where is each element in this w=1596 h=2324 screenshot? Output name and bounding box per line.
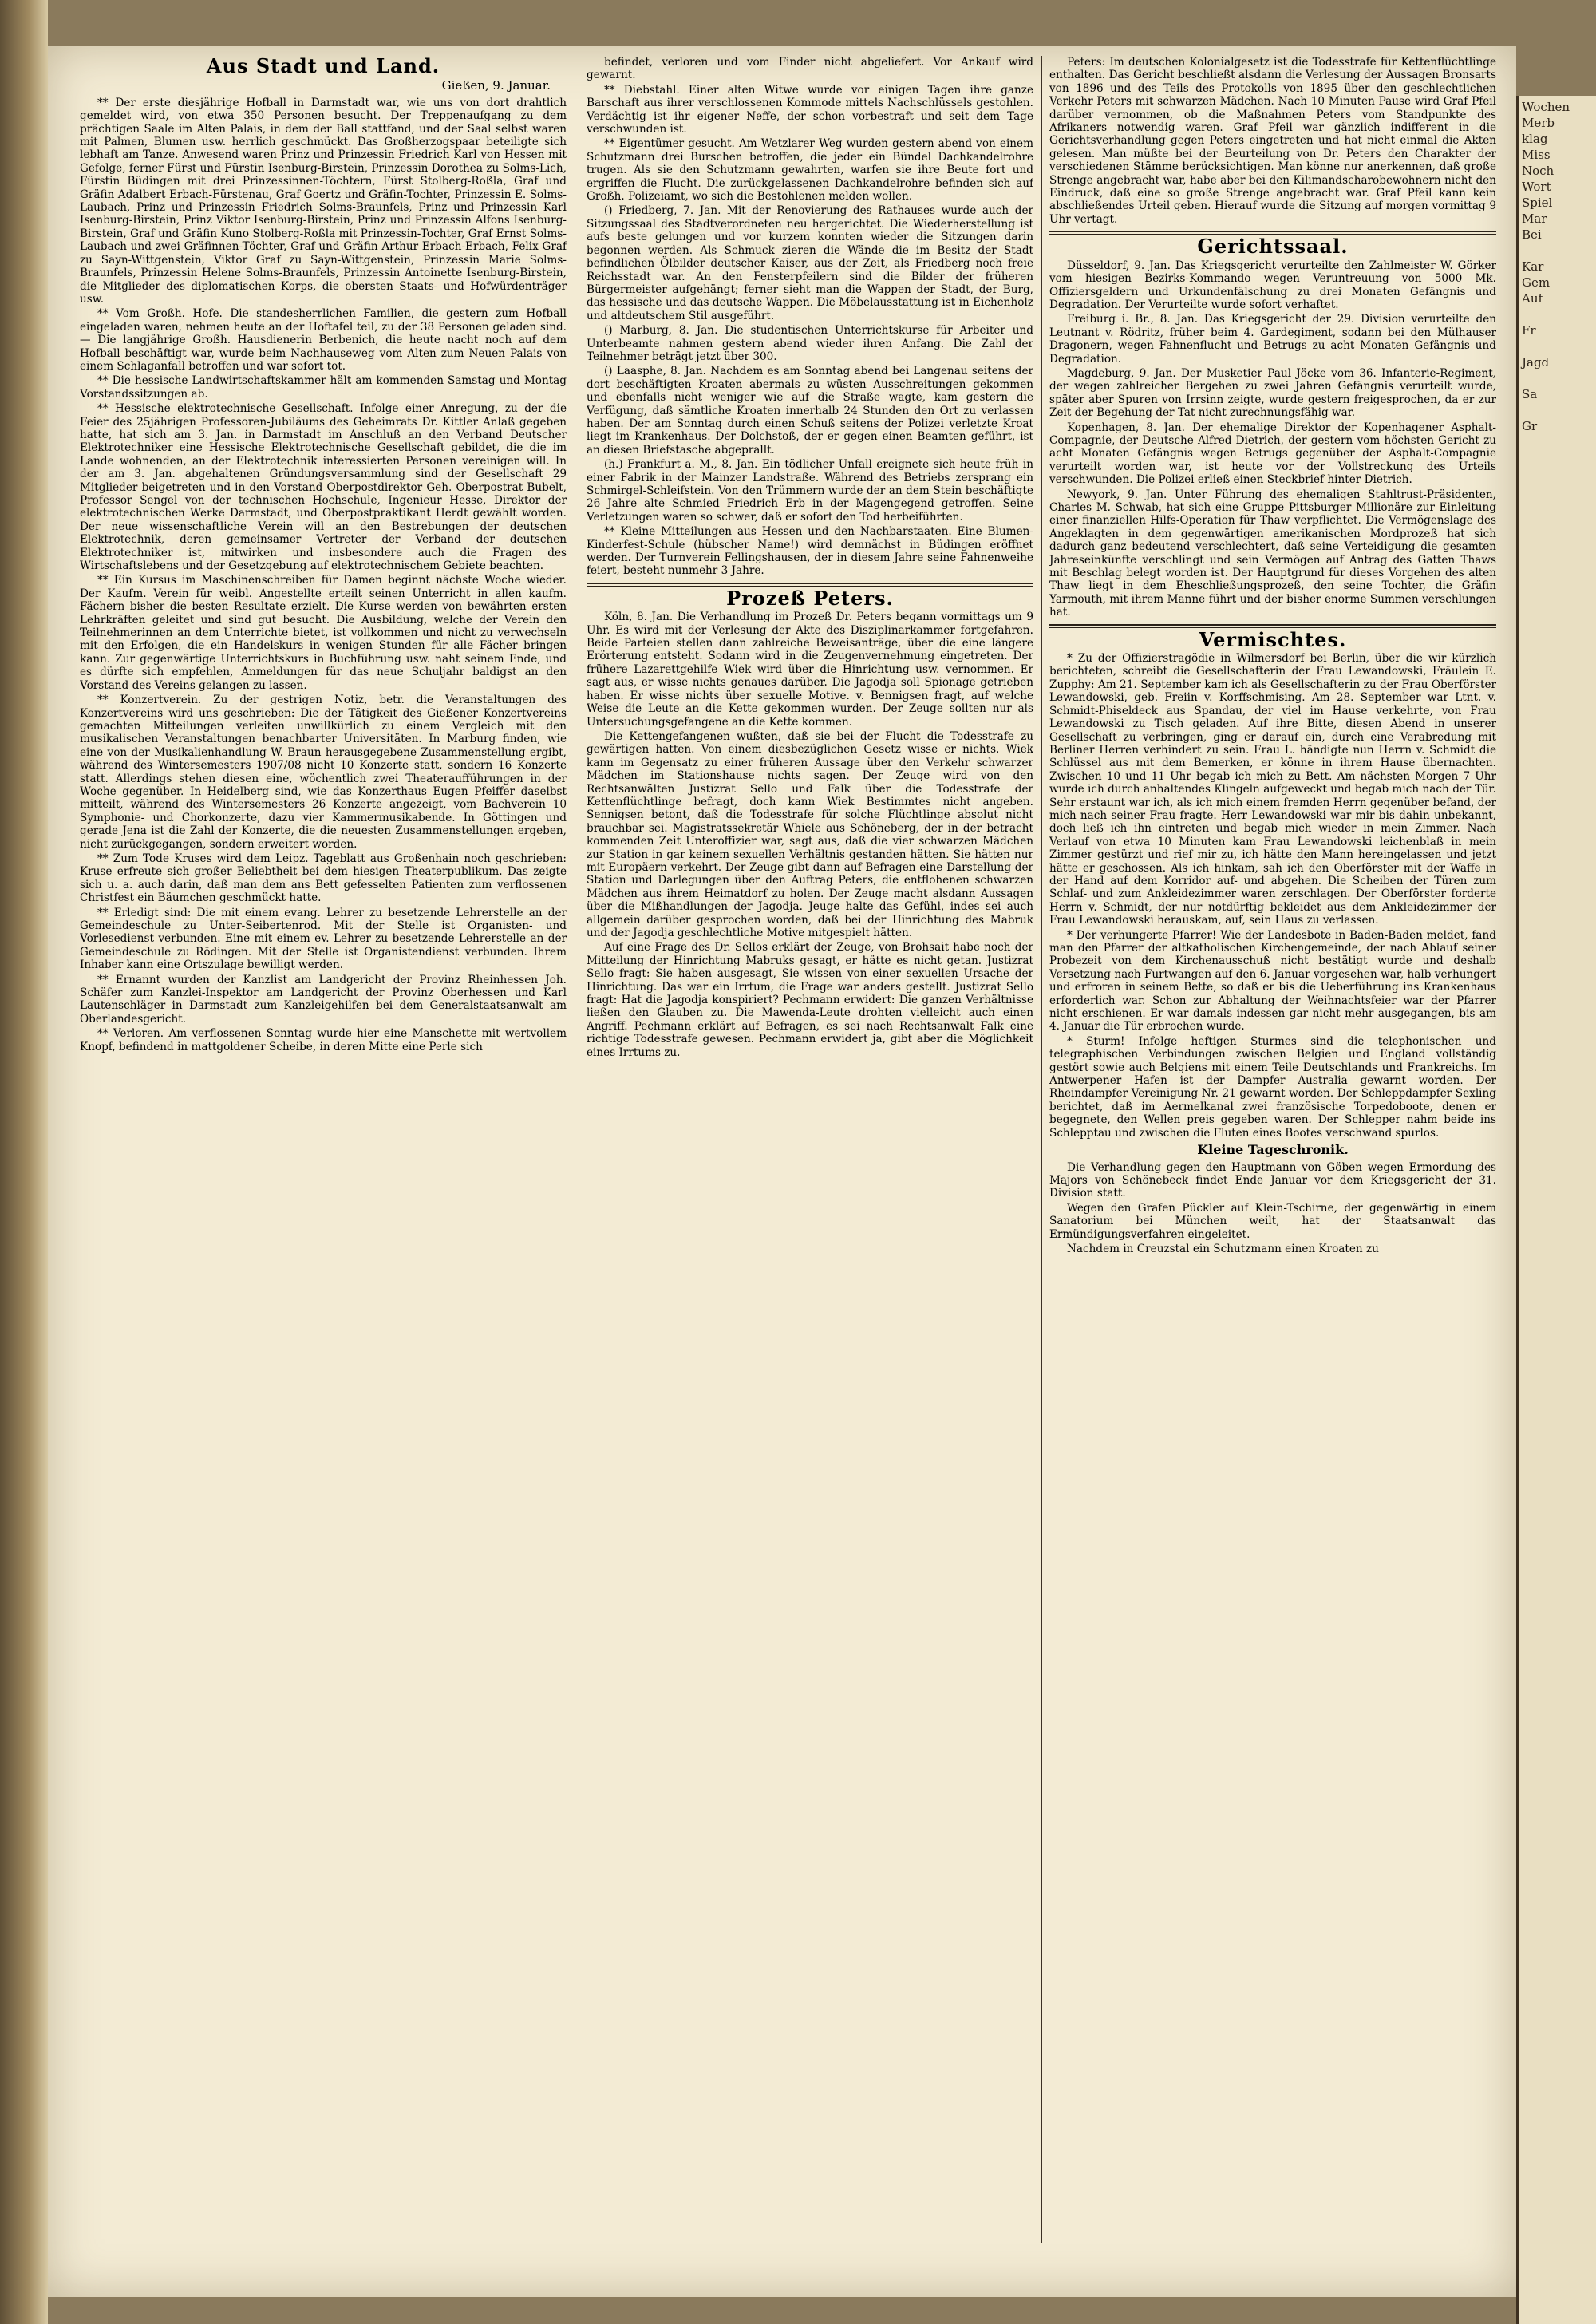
article-paragraph: Freiburg i. Br., 8. Jan. Das Kriegsgericht der 29. Division verurteilte den Leutnant v. Rödritz, früher beim 4. Gardegiment, sodann bei den Mülhauser Dragonern, wegen Fahnenflucht und Betrugs zu acht Monaten Gefängnis und Degradation. [1049,313,1496,366]
article-paragraph: ** Die hessische Landwirtschaftskammer hält am kommenden Samstag und Montag Vorstandssitzungen ab. [80,374,567,401]
article-paragraph: * Sturm! Infolge heftigen Sturmes sind die telephonischen und telegraphischen Verbindungen zwischen Belgien und England vollständig gestört sowie auch Belgiens mit einem Teile Deutschlands und Frankreichs. Im Antwerpener Hafen ist der Dampfer Australia gewarnt worden. Der Rheindampfer Vereinigung Nr. 21 gewarnt worden. Der Schleppdampfer Sexling berichtet, daß im Aermelkanal zwei französische Torpedoboote, denen er begegnete, den Wellen preis gegeben waren. Der Schlepper nahm beide ins Schlepptau und zwischen die Fluten eines Bootes verschwand spurlos. [1049,1034,1496,1140]
article-paragraph: () Laasphe, 8. Jan. Nachdem es am Sonntag abend bei Langenau seitens der dort beschäftigten Kroaten abermals zu wüsten Ausschreitungen gekommen und ebenfalls nicht weniger wie auf die Straße wagte, kam gestern die Verfügung, daß sämtliche Kroaten innerhalb 24 Stunden den Ort zu verlassen haben. Der am Sonntag durch einen Schuß seitens der Polizei verletzte Kroat liegt im Krankenhaus. Der Dolchstoß, der er gegen einen Beamten geführt, ist an diesen Briefstasche abgeprallt. [587,365,1033,457]
kleine-tageschronik-body [1049,1161,1496,1256]
article-paragraph: ** Verloren. Am verflossenen Sonntag wurde hier eine Manschette mit wertvollem Knopf, befindend in mattgoldener Scheibe, in deren Mitte eine Perle sich [80,1027,567,1053]
article-paragraph: Wegen den Grafen Pückler auf Klein-Tschirne, der gegenwärtig in einem Sanatorium bei München weilt, hat der Staatsanwalt das Ermündigungsverfahren eingeleitet. [1049,1201,1496,1241]
article-paragraph: ** Eigentümer gesucht. Am Wetzlarer Weg wurden gestern abend von einem Schutzmann drei Burschen betroffen, die jeder ein Bündel Dachkandelrohre trugen. Als sie den Schutzmann gewahrten, warfen sie ihre Beute fort und ergriffen die Flucht. Die zurückgelassenen Dachkandelrohre befinden sich auf Großh. Polizeiamt, wo sich die Bestohlenen melden wollen. [587,137,1033,204]
article-paragraph: ** Konzertverein. Zu der gestrigen Notiz, betr. die Veranstaltungen des Konzertvereins wird uns geschrieben: Die der Tätigkeit des Gießener Konzertvereins gemachten Mitteilungen verleiten unwillkürlich zu einem Vergleich mit den musikalischen Veranstaltungen benachbarter Universitäten. In Marburg finden, wie eine von der Musikalienhandlung W. Braun herausgegebene Zusammenstellung ergibt, während des Wintersemesters 1907/08 nicht 10 Konzerte statt, sondern 16 Konzerte statt. Allerdings stehen diesen eine, wöchentlich zwei Theateraufführungen in der Woche gegenüber. In Heidelberg sind, wie das Konzerthaus Eugen Pfeiffer daselbst mitteilt, während des Wintersemesters 26 Konzerte angezeigt, vom Bachverein 10 Symphonie- und Chorkonzerte, dazu vier Kammermusikabende. In Göttingen und gerade Jena ist die Zahl der Konzerte, die die neuesten Zusammenstellungen ergeben, nicht zurückgegangen, sondern erweitert worden. [80,694,567,851]
article-paragraph: ** Vom Großh. Hofe. Die standesherrlichen Familien, die gestern zum Hofball eingeladen waren, nehmen heute an der Hoftafel teil, zu der 38 Personen geladen sind. — Die langjährige Großh. Hausdienerin Berbenich, die heute nacht noch auf dem Hofball beschäftigt war, wurde beim Nachhauseweg vom Alten zum Neuen Palais von einem Schlaganfall betroffen und war sofort tot. [80,307,567,373]
section-divider [1049,624,1496,628]
column-3-body [1049,56,1496,226]
article-paragraph: Die Verhandlung gegen den Hauptmann von Göben wegen Ermordung des Majors von Schönebeck findet Ende Januar vor dem Kriegsgericht der 31. Division statt. [1049,1160,1496,1200]
article-paragraph: * Der verhungerte Pfarrer! Wie der Landesbote in Baden-Baden meldet, fand man den Pfarrer der altkatholischen Kirchengemeinde, der nach Ablauf seiner Probezeit von dem Kirchenausschuß nicht bestätigt wurde und deshalb Versetzung nach Furtwangen auf den 6. Januar vorgesehen war, halb verhungert und erfroren in seinem Bette, so daß er bis die Ueberführung ins Krankenhaus erforderlich war. Schon zur Abhaltung der Weihnachtsfeier war der Pfarrer nicht erschienen. Er war damals indessen gar nicht mehr ausgegangen, bis am 4. Januar die Tür erbrochen wurde. [1049,928,1496,1034]
column-2-body [587,56,1033,578]
article-paragraph: ** Diebstahl. Einer alten Witwe wurde vor einigen Tagen ihre ganze Barschaft aus ihrer verschlossenen Kommode mittels Nachschlüssels gestohlen. Verdächtig ist ihr eigener Neffe, der schon vorbestraft und seit dem Tage verschwunden ist. [587,83,1033,136]
section-heading-vermischtes: Vermischtes. [1199,627,1347,651]
article-paragraph: ** Zum Tode Kruses wird dem Leipz. Tageblatt aus Großenhain noch geschrieben: Kruse erfreute sich großer Beliebtheit bei dem hiesigen Theaterpublikum. Das zeigte sich u. a. auch darin, daß man dem ans Bett gefesselten Patienten zum verflossenen Christfest ein Bäumchen geschmückt hatte. [80,852,567,905]
article-paragraph: * Zu der Offizierstragödie in Wilmersdorf bei Berlin, über die wir kürzlich berichteten, schreibt die Gesellschafterin der Frau Lewandowski, Fräulein E. Zupphy: Am 21. September kam ich als Gesellschafterin zu der Frau Oberförster Lewandowski, geb. Freiin v. Korffschmising. Am 28. September war Ltnt. v. Schmidt-Phiseldeck aus Spandau, der viel im Hause verkehrte, von Frau Lewandowski zu Tisch geladen. Auf ihre Bitte, diesen Abend in unserer Gesellschaft zu verbringen, ging er darauf ein, durch eine Verabredung mit Berliner Herren verhindert zu sein. Frau L. händigte nun Herrn v. Schmidt die Schlüssel aus mit dem Bemerken, er könne in ihrem Hause übernachten. Zwischen 10 und 11 Uhr begab ich mich zu Bett. Am nächsten Morgen 7 Uhr wurde ich durch anhaltendes Klingeln aufgeweckt und begab mich nach der Tür. Sehr erstaunt war ich, als ich mich einem fremden Herrn gegenüber befand, der mich nach seiner Frau fragte. Herr Lewandowski war mir bis dahin unbekannt, doch ließ ich ihn eintreten und begab mich wieder in mein Zimmer. Nach Verlauf von etwa 10 Minuten kam Frau Lewandowski leichenblaß in mein Zimmer gestürzt und rief mir zu, ich hätte den Mann hereingelassen und jetzt hätte er geschossen. Als ich hinkam, sah ich den Oberförster mit der Waffe in der Hand auf dem Korridor auf- und abgehen. Die Scheiben der Türen zum Schlaf- und zum Ankleidezimmer waren zerschlagen. Der Oberförster forderte Herrn v. Schmidt, der nur notdürftig bekleidet aus dem Ankleidezimmer der Frau Lewandowski herauskam, auf, sein Haus zu verlassen. [1049,652,1496,927]
article-paragraph: Magdeburg, 9. Jan. Der Musketier Paul Jöcke vom 36. Infanterie-Regiment, der wegen zahlreicher Bergehen zu zwei Jahren Gefängnis verurteilt wurde, später aber Spuren von Irrsinn zeigte, wurde gestern freigesprochen, da er zur Zeit der Begehung der Tat nicht zurechnungsfähig war. [1049,366,1496,420]
book-binding [0,0,48,2324]
section-heading-stadt-land: Aus Stadt und Land. [206,56,440,77]
section-heading-gerichtssaal: Gerichtssaal. [1197,235,1349,259]
article-paragraph: Auf eine Frage des Dr. Sellos erklärt der Zeuge, von Brohsait habe noch der Mitteilung der Hinrichtung Mabruks gesagt, er hätte es nicht getan. Justizrat Sello fragt: Sie haben ausgesagt, Sie wissen von einer sexuellen Ursache der Hinrichtung. Das war ein Irrtum, die Frage war anders gestellt. Justizrat Sello fragt: Hat die Jagodja konspiriert? Pechmann erwidert: Die ganzen Verhältnisse ließen den Glauben zu. Die Mawenda-Leute drohten vielleicht auch einen Angriff. Pechmann erklärt auf Befragen, es sei nach Rechtsanwalt Falk eine richtige Todesstrafe gewesen. Pechmann erwidert ja, gibt aber die Möglichkeit eines Irrtums zu. [587,941,1033,1059]
article-paragraph: ** Erledigt sind: Die mit einem evang. Lehrer zu besetzende Lehrerstelle an der Gemeindeschule zu Unter-Seibertenrod. Mit der Stelle ist Organisten- und Vorlesedienst verbunden. Eine mit einem ev. Lehrer zu besetzende Lehrerstelle an der Gemeindeschule zu Rödingen. Mit der Stelle ist Organistendienst verbunden. Ihrem Inhaber kann eine Ortszulage bewilligt werden. [80,906,567,972]
article-paragraph: (h.) Frankfurt a. M., 8. Jan. Ein tödlicher Unfall ereignete sich heute früh in einer Fabrik in der Mainzer Landstraße. Während des Betriebs zersprang ein Schmirgel-Schleifstein. Von den Trümmern wurde der an dem Stein beschäftigte 26 Jahre alte Schmied Friedrich Erb in der Magengegend getroffen. Seine Verletzungen waren so schwer, daß er sofort den Tod herbeiführten. [587,458,1033,524]
section-heading-prozess-peters: Prozeß Peters. [726,586,894,610]
adjacent-page-text: Wochen Merb klag Miss Noch Wort Spiel Mar Bei Kar Gem Auf Fr Jagd Sa Gr [1522,100,1570,433]
dateline: Gießen, 9. Januar. [441,78,551,93]
article-paragraph: Peters: Im deutschen Kolonialgesetz ist die Todesstrafe für Kettenflüchtlinge enthalten. Das Gericht beschließt alsdann die Verlesung der Aussagen Bronsarts von 1896 und des Teils des Protokolls von 1895 über den geschlechtlichen Verkehr Peters mit schwarzen Mädchen. Nach 10 Minuten Pause wird Graf Pfeil darüber vernommen, ob die Maßnahmen Peters vom Standpunkte des Afrikaners notwendig waren. Graf Pfeil war gänzlich indifferent in die Gerichtsverhandlung gegen Peters eingetreten und hat nicht einmal die Akten gelesen. Man müßte bei der Beurteilung von Dr. Peters den Charakter der verschiedenen Stämme berücksichtigen. Man könne nur anerkennen, daß große Strenge angebracht war, habe aber bei den Kilimandscharobewohnern nicht den Eindruck, daß eine so große Strenge angebracht war. Graf Pfeil kann kein abschließendes Urteil geben. Hierauf wurde die Sitzung auf morgen vormittag 9 Uhr vertagt. [1049,56,1496,226]
article-paragraph: Köln, 8. Jan. Die Verhandlung im Prozeß Dr. Peters begann vormittags um 9 Uhr. Es wird mit der Verlesung der Akte des Disziplinarkammer fortgefahren. Beide Parteien stellen dann zahlreiche Beweisanträge, über die eine längere Erörterung entsteht. Sodann wird in die Zeugenvernehmung eingetreten. Der frühere Lazarettgehilfe Wiek wird über die Hinrichtung usw. vernommen. Er sagt aus, er wisse nichts genaues darüber. Die Jagodja soll Spionage getrieben haben. Er wisse nichts über sexuelle Motive. v. Bennigsen fragt, auf welche Weise die Leute an die Kette gekommen wurden. Der Zeuge sollten nur als Untersuchungsgefangene an die Kette kommen. [587,611,1033,729]
column-1-body [80,97,567,1053]
adjacent-page-edge [1516,96,1596,2324]
article-paragraph: ** Kleine Mitteilungen aus Hessen und den Nachbarstaaten. Eine Blumen-Kinderfest-Schule (hübscher Name!) wird demnächst in Büdingen eröffnet werden. Der Turnverein Fellingshausen, der in diesem Jahre seine Fahnenweihe feiert, besteht nunmehr 3 Jahre. [587,525,1033,578]
vermischtes-body [1049,652,1496,1140]
prozess-peters-body [587,611,1033,1059]
article-paragraph: befindet, verloren und vom Finder nicht abgeliefert. Vor Ankauf wird gewarnt. [587,56,1033,82]
column-1 [80,56,567,2243]
column-rule-2 [1041,56,1042,2243]
article-paragraph: () Friedberg, 7. Jan. Mit der Renovierung des Rathauses wurde auch der Sitzungssaal des Stadtverordneten neu hergerichtet. Die Wiederherstellung ist aufs beste gelungen und vor kurzem konnten wieder die Sitzungen darin begonnen werden. Als Schmuck zieren die Wände die im Besitz der Stadt befindlichen Ölbilder deutscher Kaiser, aus der Zeit, als Friedberg noch freie Reichsstadt war. An den Fensterpfeilern sind die Bilder der früheren Bürgermeister aufgehängt; ferner sieht man die Wappen der Stadt, der Burg, das hessische und das deutsche Wappen. Die Möbelausstattung ist in Eichenholz und altdeutschem Stil ausgeführt. [587,204,1033,322]
section-heading-kleine-tageschronik: Kleine Tageschronik. [1197,1142,1349,1158]
article-paragraph: Düsseldorf, 9. Jan. Das Kriegsgericht verurteilte den Zahlmeister W. Görker vom hiesigen Bezirks-Kommando wegen Veruntreuung von 5000 Mk. Offiziersgeldern und Urkundenfälschung zu drei Monaten Gefängnis und Degradation. Der Verurteilte wurde sofort verhaftet. [1049,259,1496,311]
article-paragraph: Nachdem in Creuzstal ein Schutzmann einen Kroaten zu [1067,1242,1379,1255]
column-2 [587,56,1033,2243]
article-paragraph: ** Der erste diesjährige Hofball in Darmstadt war, wie uns von dort drahtlich gemeldet wird, von etwa 350 Personen besucht. Der Treppenaufgang zu dem prächtigen Saale im Alten Palais, in dem der Ball stattfand, und der Saal selbst waren mit Palmen, Blumen usw. herrlich geschmückt. Das Großherzogspaar beteiligte sich lebhaft am Tanze. Anwesend waren Prinz und Prinzessin Friedrich Karl von Hessen mit Gefolge, ferner Fürst und Fürstin Isenburg-Birstein, Prinzessin Dorothea zu Solms-Lich, Fürstin Büdingen mit drei Prinzessinnen-Töchtern, Fürst Stolberg-Roßla, Graf und Gräfin Adalbert Erbach-Fürstenau, Graf Goertz und Gräfin-Tochter, Prinzessin E. Solms-Laubach, Prinz und Prinzessin Friedrich Solms-Braunfels, Prinz und Prinzessin Karl Isenburg-Birstein, Prinz Viktor Isenburg-Birstein, Prinz und Prinzessin Alfons Isenburg-Birstein, Graf und Gräfin Kuno Stolberg-Roßla mit Prinzessin-Tochter, Graf Ernst Solms-Laubach und zwei Gräfinnen-Töchter, Graf und Gräfin Arthur Erbach-Erbach, Felix Graf zu Sayn-Wittgenstein, Viktor Graf zu Sayn-Wittgenstein, Prinzessin Marie Solms-Braunfels, Prinzessin Helene Solms-Braunfels, Prinzessin Antoinette Isenburg-Birstein, die Mitglieder des diplomatischen Korps, die obersten Staats- und Hofwürdenträger usw. [80,96,567,306]
article-paragraph: ** Hessische elektrotechnische Gesellschaft. Infolge einer Anregung, zu der die Feier des 25jährigen Professoren-Jubiläums des Geheimrats Dr. Kittler Anlaß gegeben hatte, hat sich am 3. Jan. in Darmstadt im Anschluß an den Verband Deutscher Elektrotechniker eine Hessische Elektrotechnische Gesellschaft gebildet, die die im Lande wohnenden, an der Elektrotechnik interessierten Personen vereinigen will. In der am 3. Jan. abgehaltenen Gründungsversammlung sind der Gesellschaft 29 Mitglieder beigetreten und in den Vorstand Oberpostdirektor Geh. Oberpostrat Bubelt, Professor Sengel von der technischen Hochschule, Ingenieur Hesse, Direktor der elektrotechnischen Werke Darmstadt, und Oberpostpraktikant Herdt gewählt worden. Der neue wissenschaftliche Verein will an den Bestrebungen der deutschen Elektrotechnik, deren gemeinsamer Vertreter der Verband der deutschen Elektrotechniker ist, mitwirken und insbesondere auch die Fragen des Wirtschaftslebens und der Gesetzgebung auf elektrotechnischem Gebiete beachten. [80,402,567,573]
article-paragraph: () Marburg, 8. Jan. Die studentischen Unterrichtskurse für Arbeiter und Unterbeamte nahmen gestern abend wieder ihren Anfang. Die Zahl der Teilnehmer beträgt jetzt über 300. [587,324,1033,363]
article-paragraph: Newyork, 9. Jan. Unter Führung des ehemaligen Stahltrust-Präsidenten, Charles M. Schwab, hat sich eine Gruppe Pittsburger Millionäre zur Einleitung einer finanziellen Hilfs-Operation für Thaw verpflichtet. Die Vermögenslage des Angeklagten in dem gegenwärtigen amerikanischen Mordprozeß hat sich dadurch ganz bedeutend verschlechtert, daß seine Verteidigung die gesamten Jahreseinkünfte verschlingt und sein Vermögen auf Antrag des Gatten Thaws mit Beschlag belegt worden ist. Der Hauptgrund für dieses Vorgehen des alten Thaw liegt in dem Eheschließungsprozeß, den seine Tochter, die Gräfin Yarmouth, mit ihrem Manne führt und der bisher enorme Summen verschlungen hat. [1049,488,1496,619]
article-paragraph: Kopenhagen, 8. Jan. Der ehemalige Direktor der Kopenhagener Asphalt-Compagnie, der Deutsche Alfred Dietrich, der gestern vom höchsten Gericht zu acht Monaten Gefängnis wegen Betrugs gegenüber der Asphalt-Compagnie verurteilt worden war, ist heute vor der Vollstreckung des Urteils verschwunden. Die Polizei erließ einen Steckbrief hinter Dietrich. [1049,421,1496,487]
column-3 [1049,56,1496,2243]
gerichtssaal-body [1049,259,1496,619]
article-paragraph: ** Ernannt wurden der Kanzlist am Landgericht der Provinz Rheinhessen Joh. Schäfer zum Kanzlei-Inspektor am Landgericht der Provinz Oberhessen und Karl Lautenschläger in Darmstadt zum Kanzleigehilfen bei dem Generalstaatsanwalt am Oberlandesgericht. [80,973,567,1026]
article-paragraph: ** Ein Kursus im Maschinenschreiben für Damen beginnt nächste Woche wieder. Der Kaufm. Verein für weibl. Angestellte erteilt seinen Unterricht in allen kaufm. Fächern bisher die besten Resultate erzielt. Die Kurse werden von bewährten ersten Lehrkräften geleitet und sind gut besucht. Die Ausbildung, welche der Verein den Teilnehmerinnen an dem Unterrichte bietet, ist vollkommen und nicht zu verwechseln mit den Erfolgen, die ein Handelskurs in wenigen Stunden für alle Fächer bringen kann. Zur gegenwärtige Unterrichtskurs in Buchführung usw. naht seinem Ende, und es dürfte sich empfehlen, Anmeldungen für das neue Schuljahr baldigst an den Vorstand des Vereins gelangen zu lassen. [80,574,567,692]
article-paragraph: Die Kettengefangenen wußten, daß sie bei der Flucht die Todesstrafe zu gewärtigen hatten. Von einem diesbezüglichen Gesetz wisse er nichts. Wiek kann im Gegensatz zu einer früheren Aussage über den Verkehr schwarzer Mädchen im Stationshause nichts sagen. Der Zeuge wird von den Rechtsanwälten Justizrat Sello und Falk über die Todesstrafe der Kettenflüchtlinge befragt, doch kann Wiek Bestimmtes nicht angeben. Sennigsen betont, daß die Todesstrafe für solche Flüchtlinge absolut nicht brauchbar sei. Magistratssekretär Whiele aus Schöneberg, der in der betracht kommenden Zeit Unteroffizier war, sagt aus, daß die vier schwarzen Mädchen zur Station in gar keinem sexuellen Verhältnis gestanden hätten. Sie hätten nur mit Europäern verkehrt. Der Zeuge gibt dann auf Befragen eine Darstellung der Station und Darlegungen über den Auftrag Peters, die entflohenen schwarzen Mädchen aus ihrem Heimatdorf zu holen. Der Zeuge macht alsdann Aussagen über die Mißhandlungen der Jagodja. Jeuge halte das Gefühl, indes sei auch allgemein darüber gesprochen worden, daß bei der Hinrichtung des Mabruk und der Jagodja geschlechtliche Motive mitgespielt hätten. [587,729,1033,939]
